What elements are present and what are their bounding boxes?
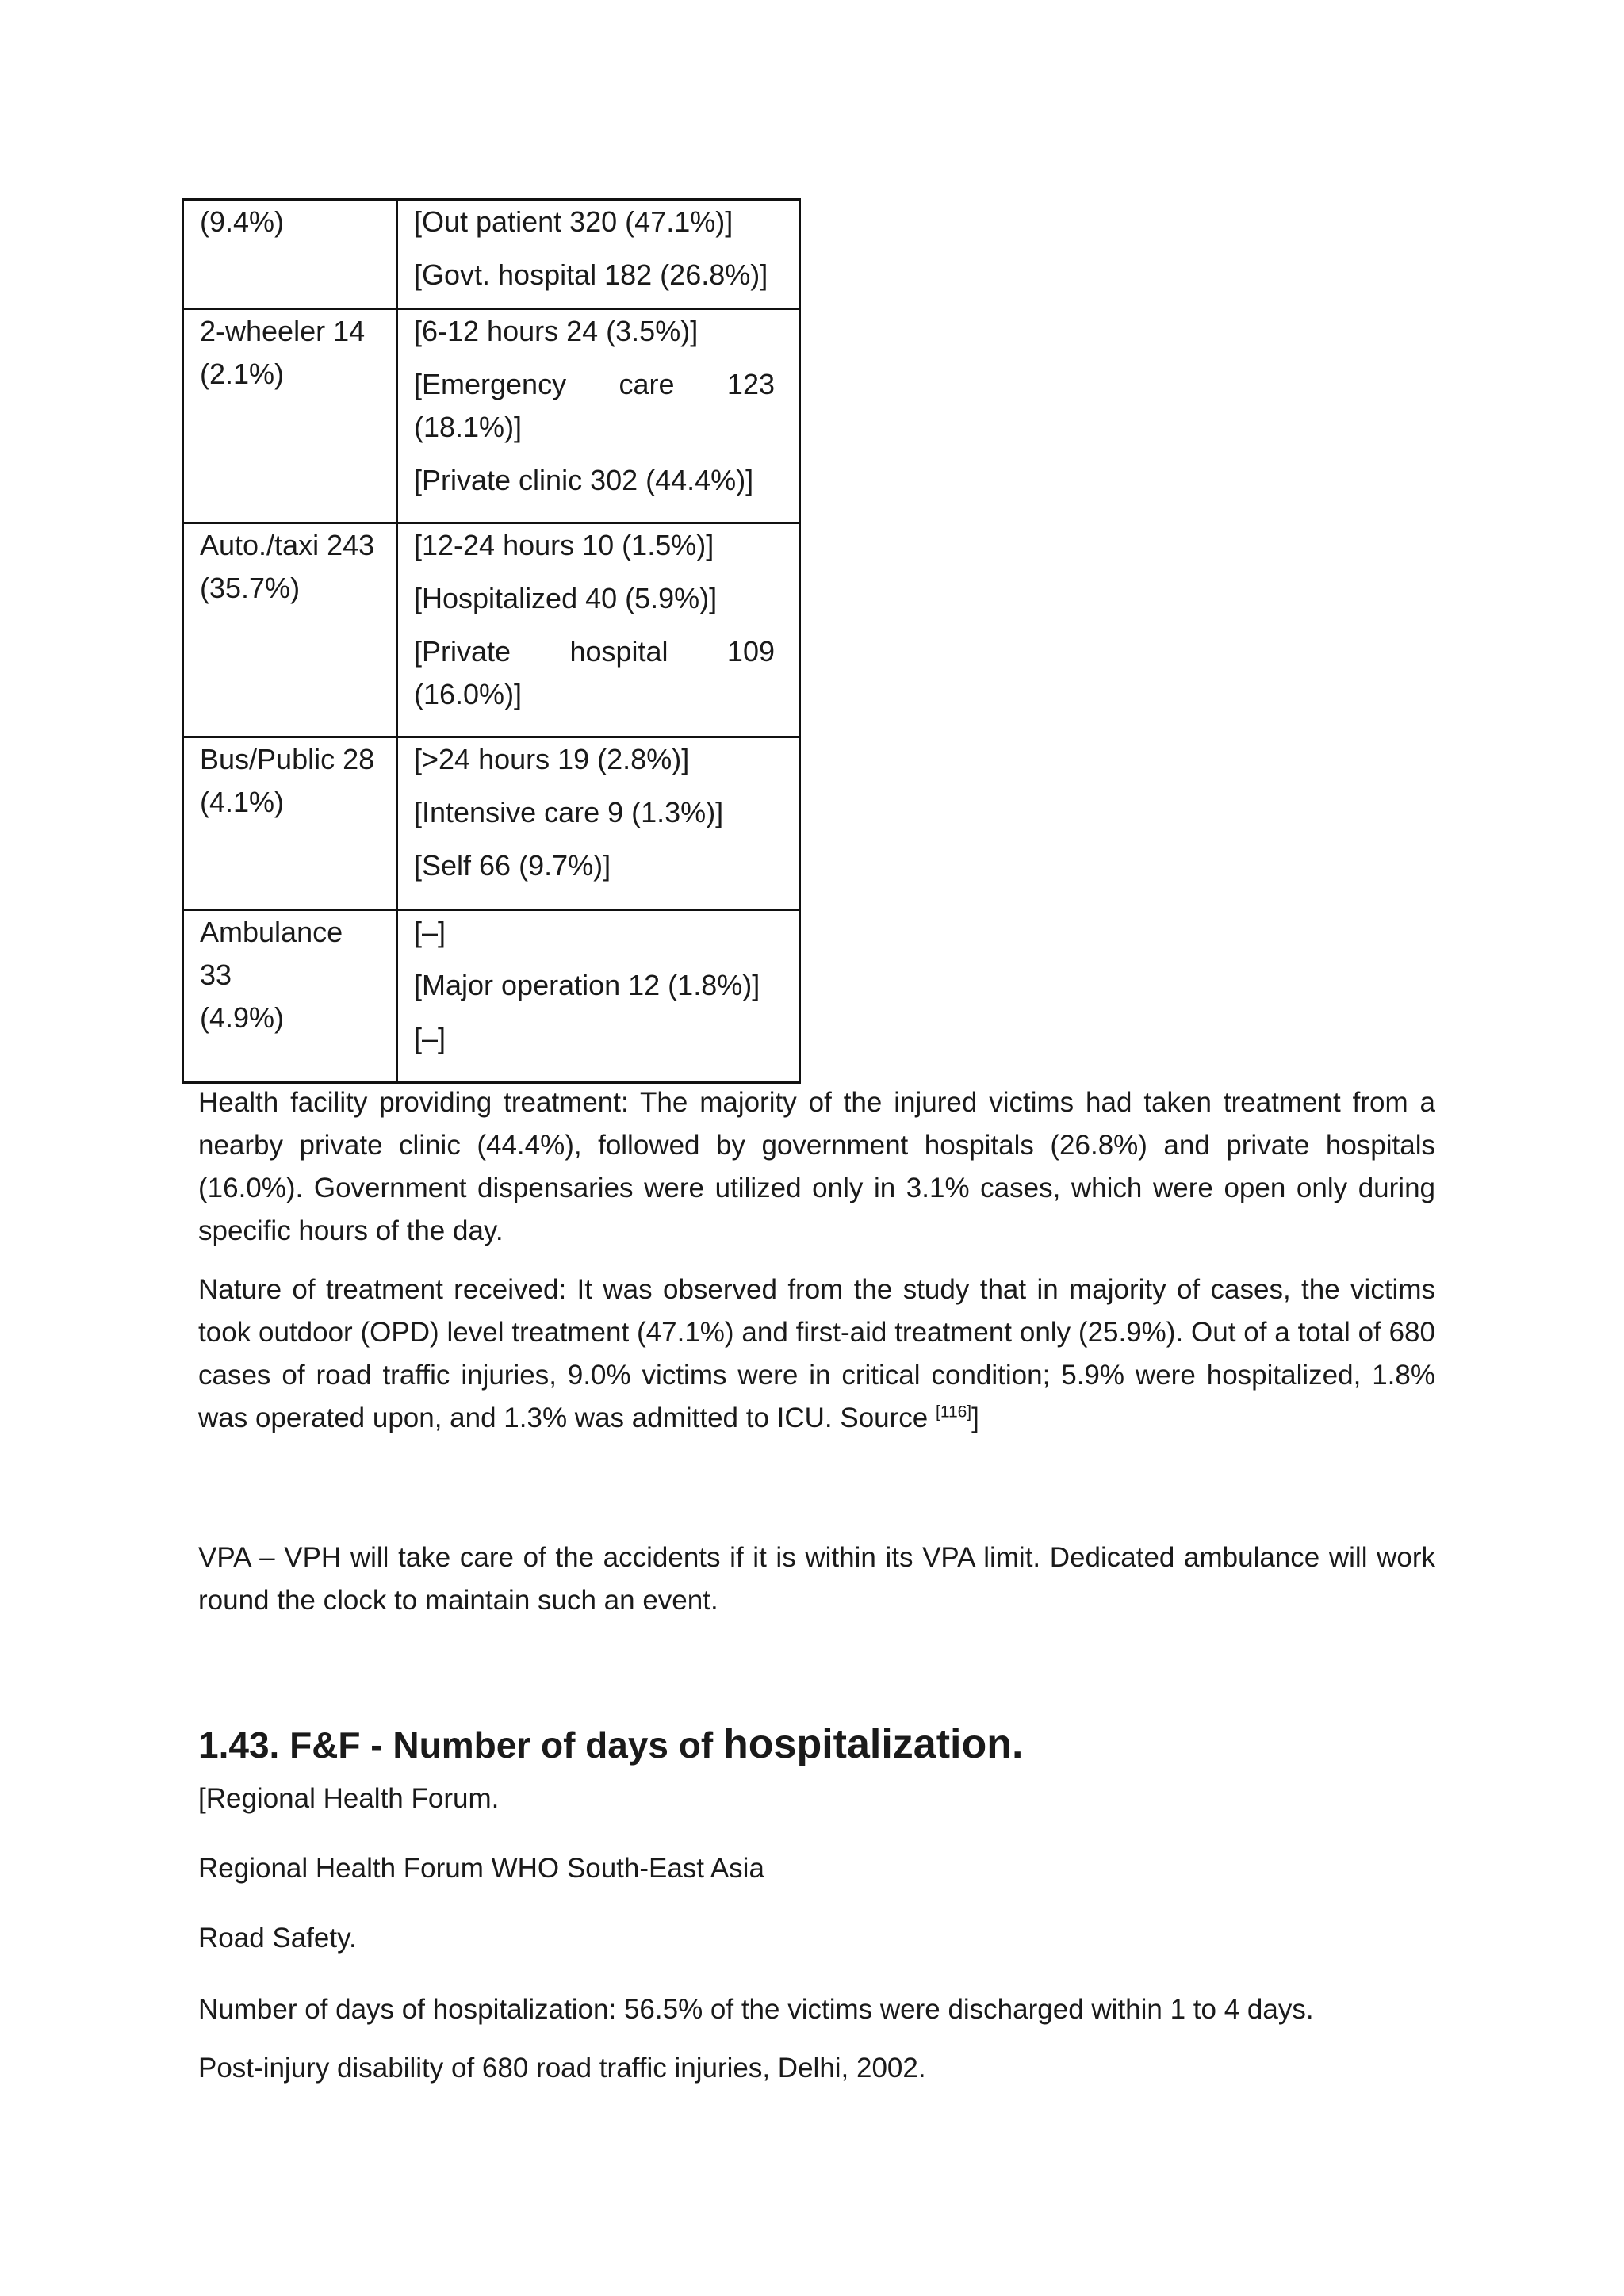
cell-text: [6-12 hours 24 (3.5%)] bbox=[414, 315, 699, 347]
cell-text: 2-wheeler 14 bbox=[200, 315, 366, 347]
table-cell-left bbox=[183, 309, 397, 523]
paragraph-health-facility: Health facility providing treatment: The majority of the injured victims had taken treatment from a nearby private clinic (44.4%), followed by government hospitals (26.8%) and private hospitals (16.0%). Government dispensaries were utilized only in 3.1% cases, which were open only during specific hours of the day. bbox=[198, 1087, 1435, 1246]
cell-text: [Intensive care 9 (1.3%)] bbox=[414, 796, 724, 828]
text-line: Road Safety. bbox=[198, 1923, 357, 1954]
table-row bbox=[183, 910, 800, 1083]
cell-text: [Hospitalized 40 (5.9%)] bbox=[414, 582, 718, 614]
table-cell-right bbox=[397, 309, 800, 523]
paragraph-vpa: VPA – VPH will take care of the accidents if it is within its VPA limit. Dedicated ambulance will work round the clock to maintain such an event. bbox=[198, 1542, 1435, 1616]
table-row bbox=[183, 523, 800, 737]
text-line: Number of days of hospitalization: 56.5% of the victims were discharged within 1 to 4 days. bbox=[198, 1994, 1314, 2025]
table-row bbox=[183, 200, 800, 309]
table-cell-right bbox=[397, 523, 800, 737]
cell-text: Auto./taxi 243 bbox=[200, 529, 375, 561]
injury-statistics-table bbox=[182, 198, 801, 1084]
cell-text: (4.1%) bbox=[200, 786, 285, 818]
paragraph-text: Nature of treatment received: It was observed from the study that in majority of cases, the victims took outdoor (OPD) level treatment (47.1%) and first-aid treatment only (25.9%). Out of a total of 680 cases of road traffic injuries, 9.0% victims were in critical condition; 5.9% were hospitalized, 1.8% was operated upon, and 1.3% was admitted to ICU. Source bbox=[198, 1274, 1435, 1433]
heading-text-large: hospitalization. bbox=[723, 1721, 1024, 1767]
heading-text: 1.43. F&F - Number of days of bbox=[198, 1724, 723, 1766]
table-row bbox=[183, 309, 800, 523]
cell-text: [Private clinic 302 (44.4%)] bbox=[414, 464, 754, 496]
cell-text: [12-24 hours 10 (1.5%)] bbox=[414, 529, 714, 561]
table-cell-left bbox=[183, 910, 397, 1083]
cell-text: Ambulance 33 bbox=[200, 916, 343, 991]
table-cell-right bbox=[397, 200, 800, 309]
cell-text: Bus/Public 28 bbox=[200, 743, 375, 775]
cell-text: (4.9%) bbox=[200, 1001, 285, 1034]
cell-text: [>24 hours 19 (2.8%)] bbox=[414, 743, 690, 775]
table-row bbox=[183, 737, 800, 910]
cell-text: (2.1%) bbox=[200, 358, 285, 390]
text-line: Post-injury disability of 680 road traffic injuries, Delhi, 2002. bbox=[198, 2053, 926, 2084]
cell-text: [Out patient 320 (47.1%)] bbox=[414, 205, 733, 238]
table-cell-left bbox=[183, 737, 397, 910]
table-cell-left bbox=[183, 523, 397, 737]
text-line: [Regional Health Forum. bbox=[198, 1783, 500, 1814]
cell-text: (9.4%) bbox=[200, 205, 285, 238]
paragraph-text: ] bbox=[971, 1402, 979, 1433]
cell-text: (35.7%) bbox=[200, 572, 301, 604]
cell-text: [Private hospital 109 (16.0%)] bbox=[414, 635, 775, 710]
text-line: Regional Health Forum WHO South-East Asia bbox=[198, 1853, 764, 1884]
citation-reference: [116] bbox=[935, 1402, 972, 1422]
cell-text: [–] bbox=[414, 1022, 446, 1054]
table-cell-left bbox=[183, 200, 397, 309]
table-cell-right bbox=[397, 737, 800, 910]
cell-text: [Self 66 (9.7%)] bbox=[414, 849, 611, 882]
paragraph-nature-of-treatment bbox=[198, 1269, 1435, 1440]
table-cell-right bbox=[397, 910, 800, 1083]
cell-text: [Govt. hospital 182 (26.8%)] bbox=[414, 258, 768, 291]
cell-text: [–] bbox=[414, 916, 446, 948]
section-heading bbox=[198, 1720, 1023, 1769]
cell-text: [Major operation 12 (1.8%)] bbox=[414, 969, 760, 1001]
cell-text: [Emergency care 123 (18.1%)] bbox=[414, 368, 775, 443]
